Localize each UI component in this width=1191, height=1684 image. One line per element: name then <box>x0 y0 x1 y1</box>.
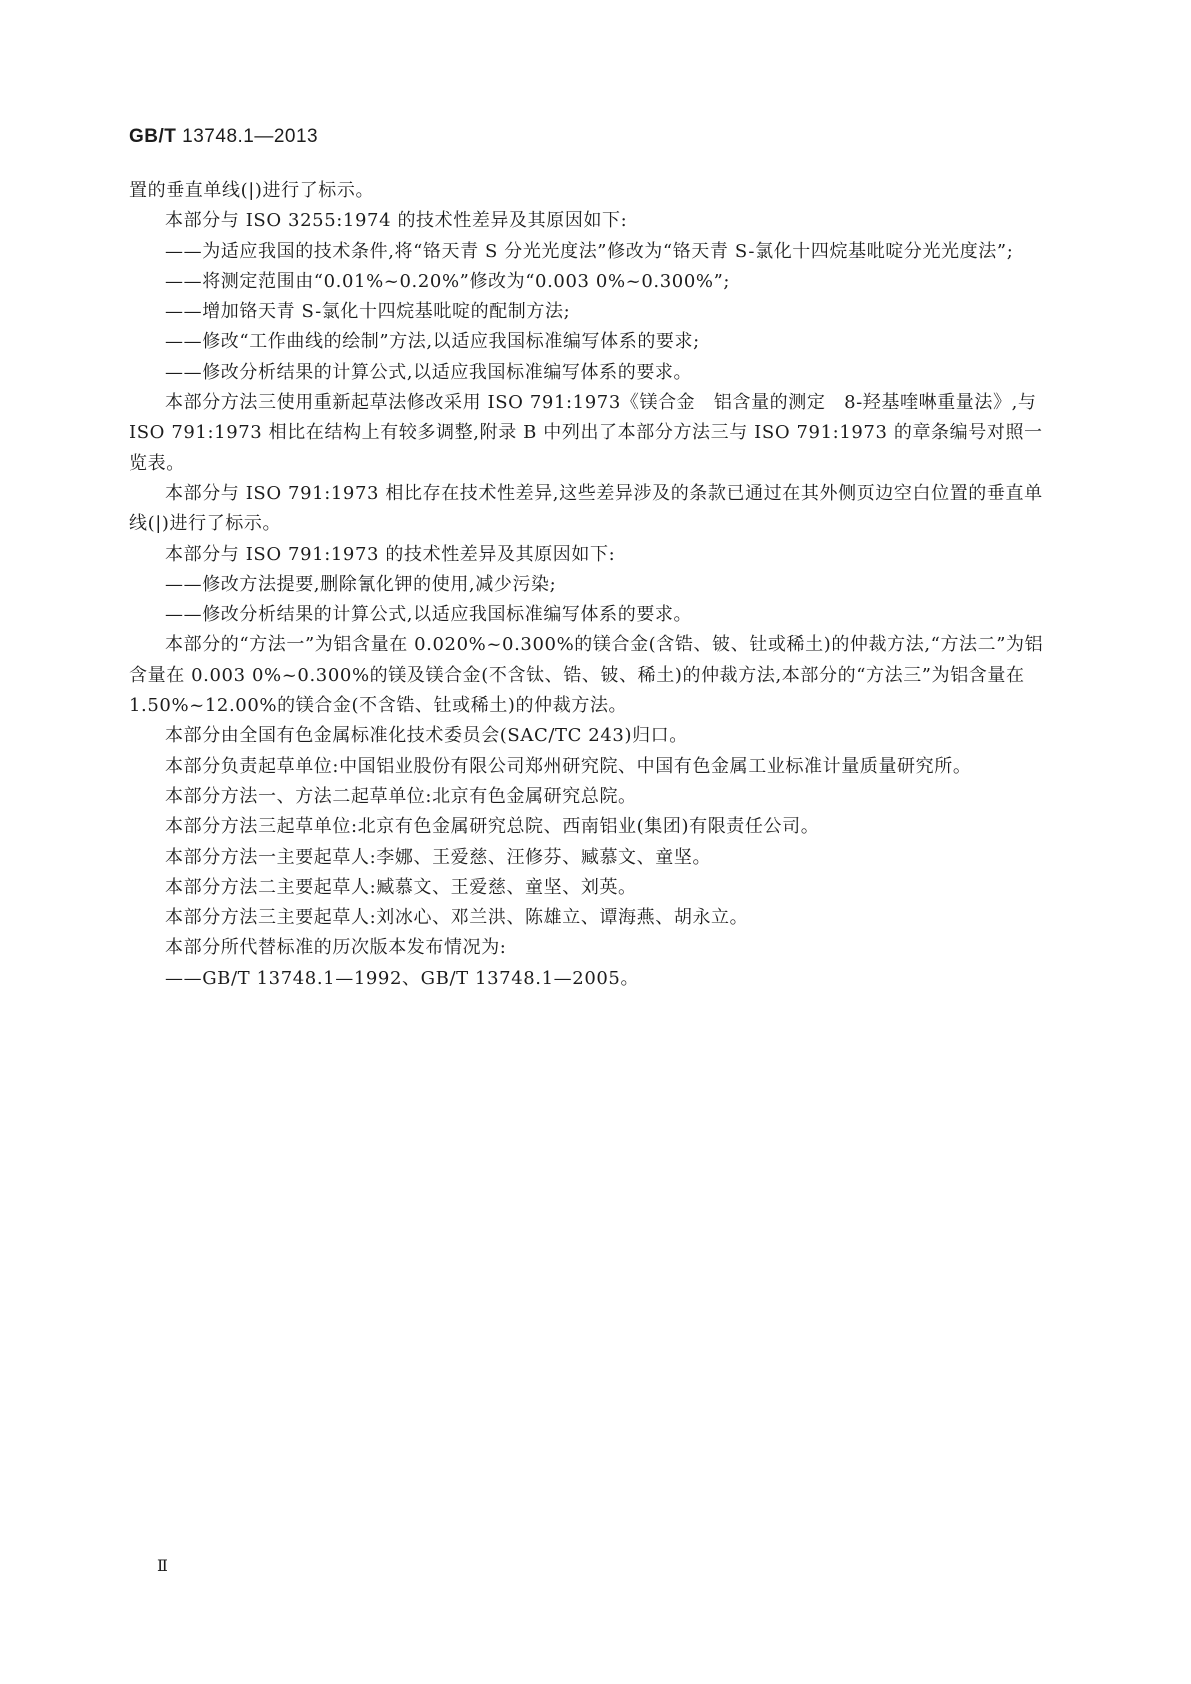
paragraph-method-three-drafters: 本部分方法三主要起草人:刘冰心、邓兰洪、陈雄立、谭海燕、胡永立。 <box>165 907 749 929</box>
paragraph-drafting-unit: 本部分负责起草单位:中国铝业股份有限公司郑州研究院、中国有色金属工业标准计量质量研究所。 <box>165 755 972 777</box>
paragraph-iso791-differences-marked: 本部分与 ISO 791:1973 相比存在技术性差异,这些差异涉及的条款已通过在其外侧页边空白位置的垂直单线(|)进行了标示。 <box>129 482 1043 535</box>
list-item: ——将测定范围由“0.01%~0.20%”修改为“0.003 0%~0.300%”; <box>165 270 731 292</box>
list-item: ——修改分析结果的计算公式,以适应我国标准编写体系的要求。 <box>165 361 693 383</box>
standard-number: 13748.1—2013 <box>182 126 319 147</box>
paragraph-responsible-committee: 本部分由全国有色金属标准化技术委员会(SAC/TC 243)归口。 <box>165 725 688 747</box>
page-header <box>129 126 318 148</box>
paragraph-method-scope: 本部分的“方法一”为铝含量在 0.020%~0.300%的镁合金(含锆、铍、钍或稀土)的仲裁方法,“方法二”为铝含量在 0.003 0%~0.300%的镁及镁合金(不含钛、锆、铍、稀土)的仲裁方法,本部分的“方法三”为铝含量在 1.50%~12.00%的镁合金(不含锆、钍或稀土)的仲裁方法。 <box>129 634 1044 717</box>
paragraph-method-two-drafters: 本部分方法二主要起草人:臧慕文、王爱慈、童坚、刘英。 <box>165 876 637 898</box>
standard-prefix: GB/T <box>129 126 177 147</box>
list-item: ——GB/T 13748.1—1992、GB/T 13748.1—2005。 <box>165 967 640 989</box>
list-item: ——修改“工作曲线的绘制”方法,以适应我国标准编写体系的要求; <box>165 331 700 353</box>
paragraph-method-one-drafters: 本部分方法一主要起草人:李娜、王爱慈、汪修芬、臧慕文、童坚。 <box>165 846 712 868</box>
list-item: ——修改方法提要,删除氰化钾的使用,减少污染; <box>165 573 557 595</box>
list-item: ——增加铬天青 S-氯化十四烷基吡啶的配制方法; <box>165 301 571 323</box>
list-item: ——为适应我国的技术条件,将“铬天青 S 分光光度法”修改为“铬天青 S-氯化十四烷基吡啶分光光度法”; <box>165 240 1014 262</box>
foreword-body <box>129 176 1061 994</box>
page-number: Ⅱ <box>157 1556 168 1575</box>
list-item: ——修改分析结果的计算公式,以适应我国标准编写体系的要求。 <box>165 604 693 626</box>
paragraph-iso791-differences: 本部分与 ISO 791:1973 的技术性差异及其原因如下: <box>165 543 616 565</box>
paragraph-method-three: 本部分方法三使用重新起草法修改采用 ISO 791:1973《镁合金 铝含量的测定 8-羟基喹啉重量法》,与 ISO 791:1973 相比在结构上有较多调整,附录 B 中列出了本部分方法三与 ISO 791:1973 的章条编号对照一览表。 <box>129 392 1043 474</box>
paragraph-previous-editions: 本部分所代替标准的历次版本发布情况为: <box>165 937 507 959</box>
paragraph-method-one-two-unit: 本部分方法一、方法二起草单位:北京有色金属研究总院。 <box>165 785 637 807</box>
paragraph-iso3255-differences: 本部分与 ISO 3255:1974 的技术性差异及其原因如下: <box>165 210 628 232</box>
paragraph-method-three-unit: 本部分方法三起草单位:北京有色金属研究总院、西南铝业(集团)有限责任公司。 <box>165 816 820 838</box>
continued-paragraph: 置的垂直单线(|)进行了标示。 <box>129 180 375 201</box>
